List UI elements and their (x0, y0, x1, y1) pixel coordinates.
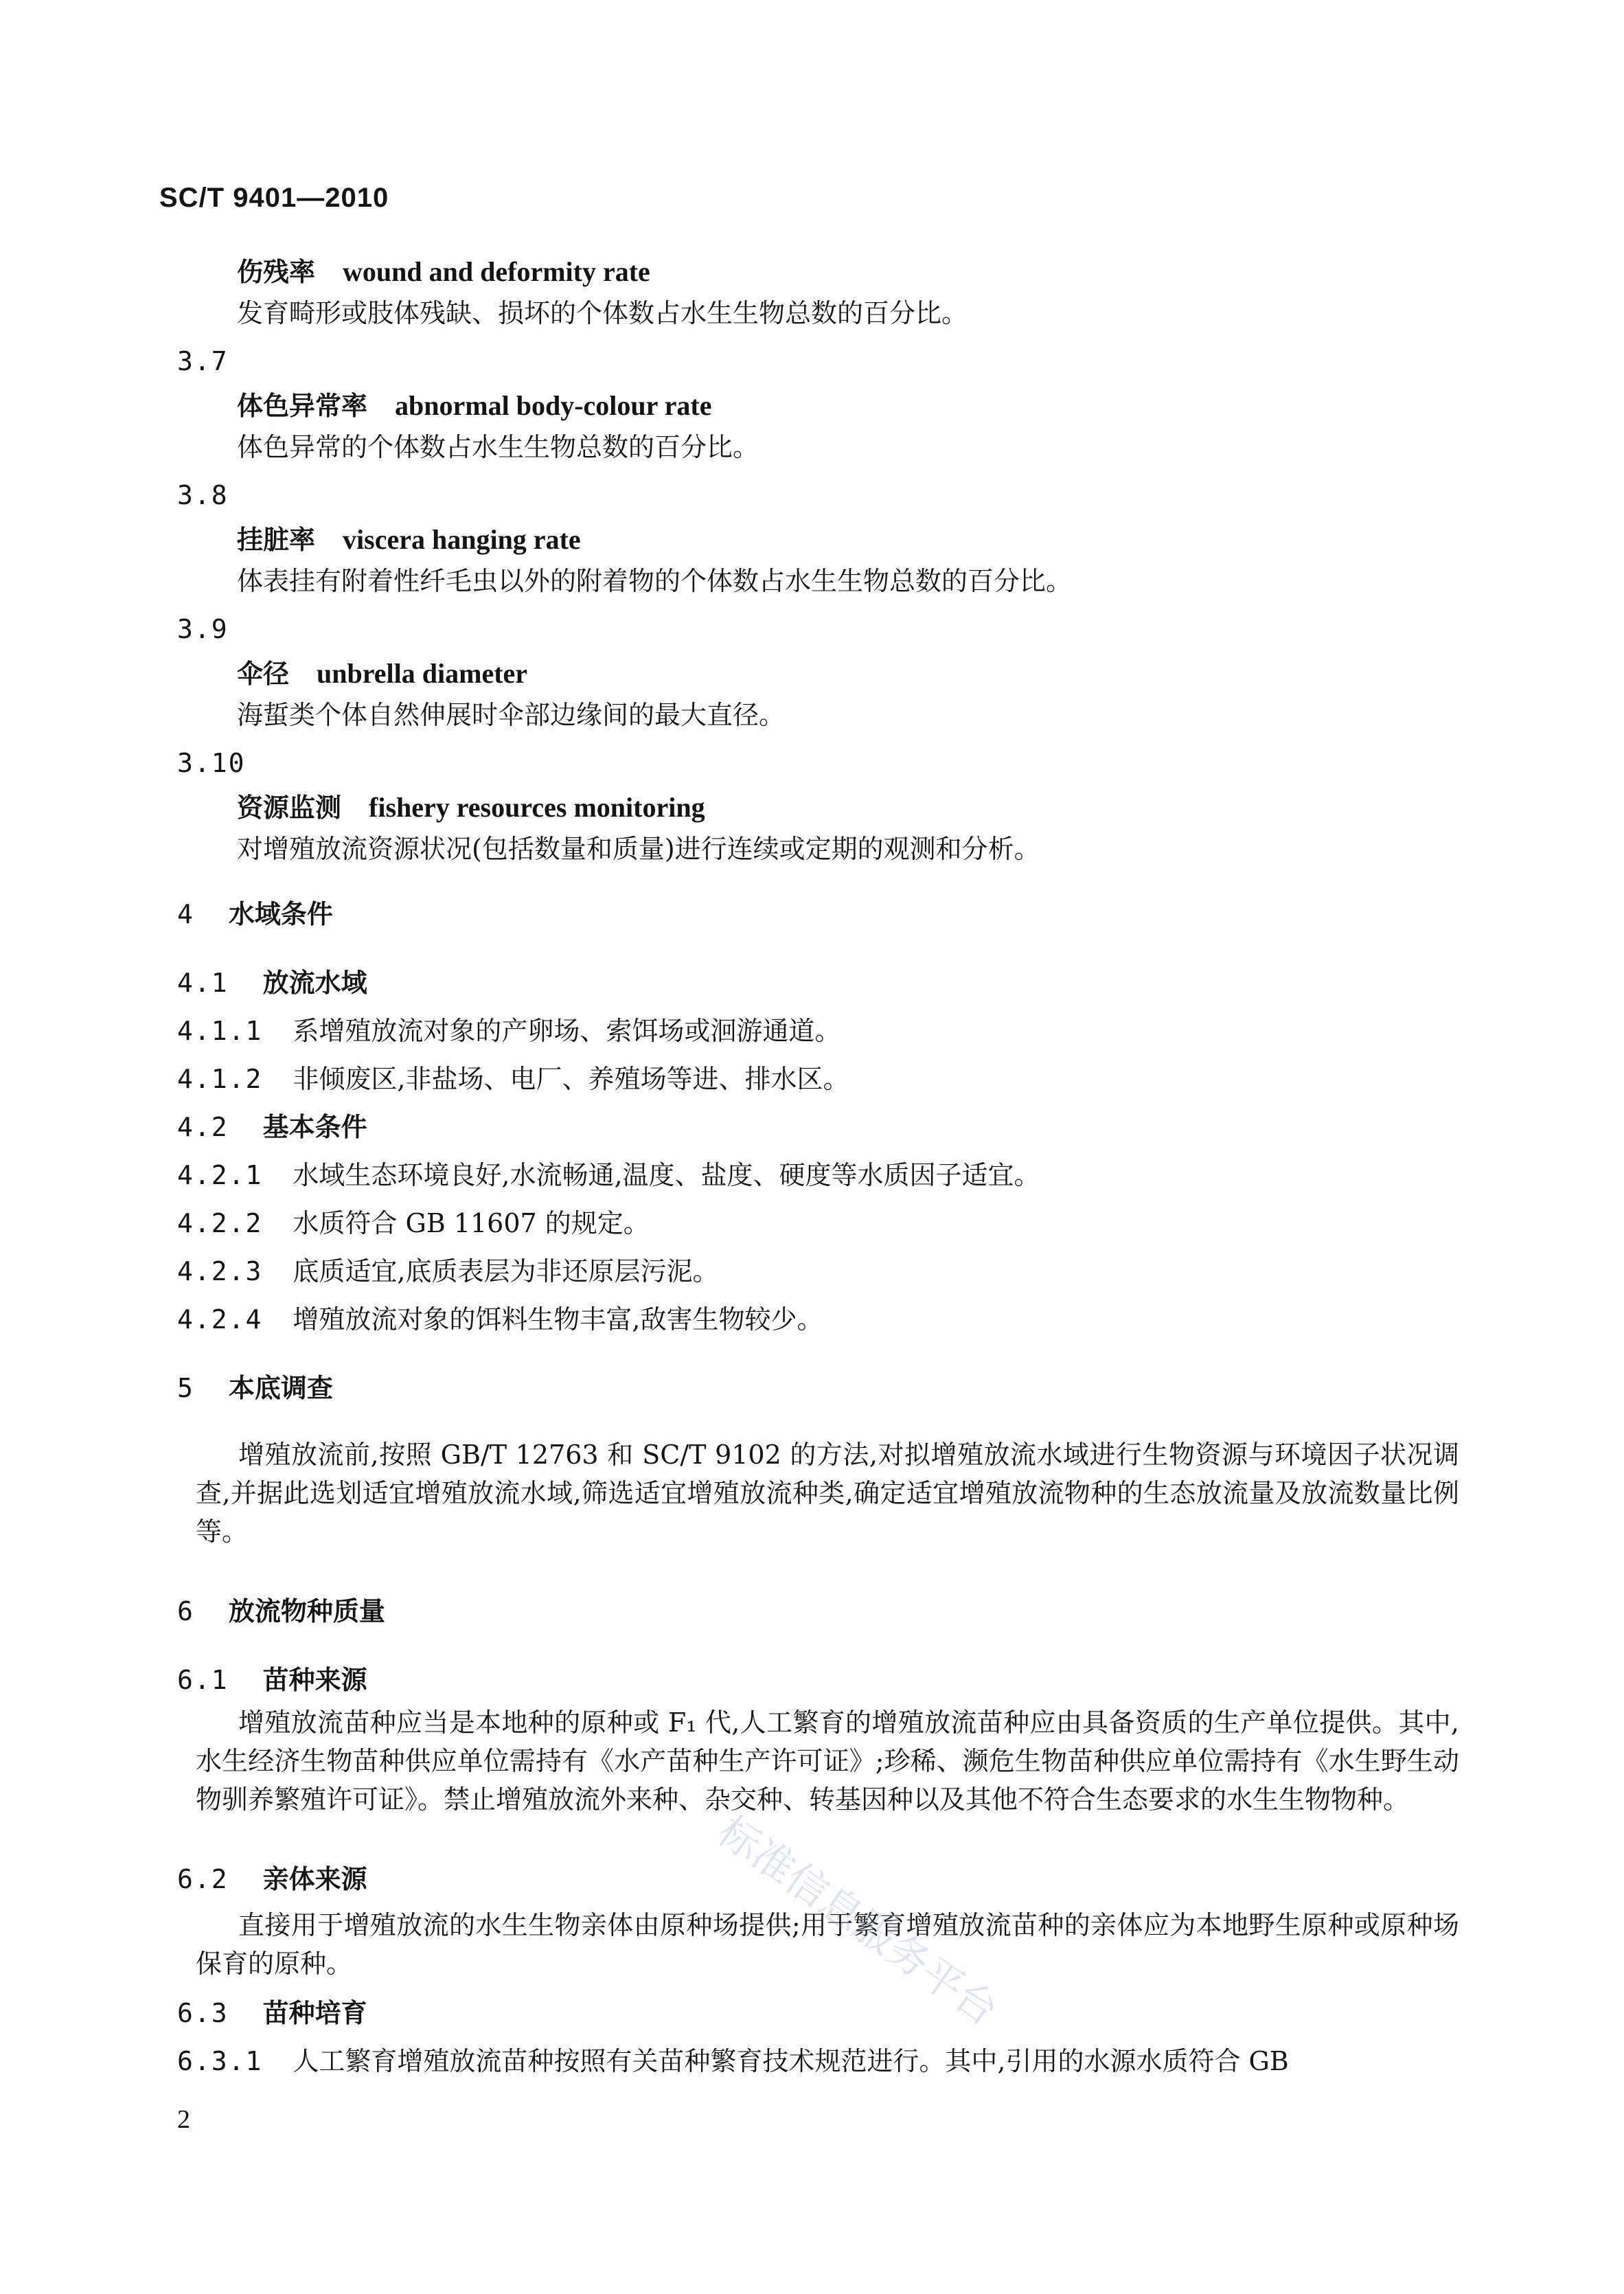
subsection-title: 放流水域 (262, 968, 367, 998)
subsection-heading-6-1 (177, 1662, 367, 1698)
clause-4-2-1 (177, 1157, 1040, 1193)
clause-number: 6.3.1 (177, 2046, 263, 2076)
subsection-title: 亲体来源 (262, 1864, 367, 1894)
section-heading-6 (177, 1593, 385, 1629)
term-number: 3.8 (177, 480, 229, 510)
clause-4-2-4 (177, 1302, 823, 1337)
term-definition: 海蜇类个体自然伸展时伞部边缘间的最大直径。 (237, 700, 786, 730)
clause-text: 非倾废区,非盐场、电厂、养殖场等进、排水区。 (293, 1064, 849, 1094)
term-zh: 伤残率 (237, 257, 316, 287)
term-zh: 挂脏率 (237, 525, 316, 555)
clause-number: 4.2.3 (177, 1256, 263, 1286)
clause-number: 4.2.1 (177, 1160, 263, 1190)
term-en: abnormal body-colour rate (395, 390, 712, 421)
term-zh: 体色异常率 (237, 391, 368, 421)
term-number: 3.9 (177, 614, 229, 644)
term-3-8 (237, 522, 581, 558)
term-number: 3.10 (177, 748, 246, 778)
subsection-heading-6-3 (177, 1995, 367, 2031)
clause-number: 4.2.2 (177, 1208, 263, 1238)
clause-text: 增殖放流对象的饵料生物丰富,敌害生物较少。 (293, 1304, 823, 1335)
term-en: wound and deformity rate (343, 256, 650, 287)
clause-4-2-3 (177, 1253, 718, 1289)
term-zh: 伞径 (237, 659, 290, 689)
subsection-number: 4.2 (177, 1112, 229, 1142)
subsection-number: 6.2 (177, 1864, 229, 1894)
clause-text: 系增殖放流对象的产卵场、索饵场或洄游通道。 (293, 1016, 841, 1046)
term-zh: 资源监测 (237, 793, 342, 823)
clause-6-3-1 (177, 2043, 1289, 2079)
subsection-6-1-paragraph: 增殖放流苗种应当是本地种的原种或 F₁ 代,人工繁育的增殖放流苗种应由具备资质的生产单位提供。其中,水生经济生物苗种供应单位需持有《水产苗种生产许可证》;珍稀、濒危生物苗种供应单位需持有《水生野生动物驯养繁殖许可证》。禁止增殖放流外来种、杂交种、转基因种以及其他不符合生态要求的水生生物物种。 (196, 1707, 1459, 1815)
term-3-7 (237, 388, 711, 424)
term-en: unbrella diameter (317, 658, 528, 689)
section-5-paragraph: 增殖放流前,按照 GB/T 12763 和 SC/T 9102 的方法,对拟增殖放流水域进行生物资源与环境因子状况调查,并据此选划适宜增殖放流水域,筛选适宜增殖放流种类,确定适宜增殖放流物种的生态放流量及放流数量比例等。 (196, 1440, 1459, 1547)
term-definition: 体表挂有附着性纤毛虫以外的附着物的个体数占水生生物总数的百分比。 (237, 566, 1073, 596)
subsection-title: 基本条件 (262, 1112, 367, 1142)
clause-number: 4.2.4 (177, 1304, 263, 1335)
term-definition: 对增殖放流资源状况(包括数量和质量)进行连续或定期的观测和分析。 (237, 834, 1040, 864)
subsection-number: 4.1 (177, 968, 229, 998)
clause-number: 4.1.2 (177, 1064, 263, 1094)
section-title: 本底调查 (228, 1373, 333, 1403)
clause-4-1-1 (177, 1013, 840, 1049)
term-en: fishery resources monitoring (369, 792, 705, 823)
clause-4-1-2 (177, 1061, 849, 1097)
clause-4-2-2 (177, 1205, 650, 1241)
clause-text: 人工繁育增殖放流苗种按照有关苗种繁育技术规范进行。其中,引用的水源水质符合 GB (293, 2046, 1289, 2076)
section-number: 5 (177, 1373, 194, 1403)
page-number: 2 (177, 2105, 190, 2134)
section-title: 放流物种质量 (228, 1596, 385, 1626)
subsection-6-2-paragraph: 直接用于增殖放流的水生生物亲体由原种场提供;用于繁育增殖放流苗种的亲体应为本地野生原种或原种场保育的原种。 (196, 1910, 1459, 1979)
term-number: 3.7 (177, 346, 229, 376)
section-number: 6 (177, 1596, 194, 1626)
watermark: 标准信息服务平台 (709, 1806, 1007, 2036)
subsection-heading-4-1 (177, 965, 367, 1001)
subsection-title: 苗种来源 (262, 1665, 367, 1695)
standard-code-header: SC/T 9401—2010 (159, 183, 389, 213)
term-definition: 体色异常的个体数占水生生物总数的百分比。 (237, 432, 759, 462)
section-title: 水域条件 (228, 899, 333, 929)
section-number: 4 (177, 899, 194, 929)
section-heading-4 (177, 896, 333, 932)
subsection-heading-6-2 (177, 1861, 367, 1897)
clause-text: 水质符合 GB 11607 的规定。 (293, 1208, 650, 1238)
term-definition: 发育畸形或肢体残缺、损坏的个体数占水生生物总数的百分比。 (237, 298, 968, 328)
term-en: viscera hanging rate (343, 524, 581, 555)
clause-number: 4.1.1 (177, 1016, 263, 1046)
section-heading-5 (177, 1370, 333, 1406)
clause-text: 水域生态环境良好,水流畅通,温度、盐度、硬度等水质因子适宜。 (293, 1160, 1040, 1190)
subsection-heading-4-2 (177, 1109, 367, 1145)
term-3-6 (237, 254, 650, 290)
term-3-10 (237, 790, 705, 826)
term-3-9 (237, 656, 527, 692)
subsection-number: 6.1 (177, 1665, 229, 1695)
subsection-title: 苗种培育 (262, 1998, 367, 2028)
clause-text: 底质适宜,底质表层为非还原层污泥。 (293, 1256, 719, 1286)
subsection-number: 6.3 (177, 1998, 229, 2028)
